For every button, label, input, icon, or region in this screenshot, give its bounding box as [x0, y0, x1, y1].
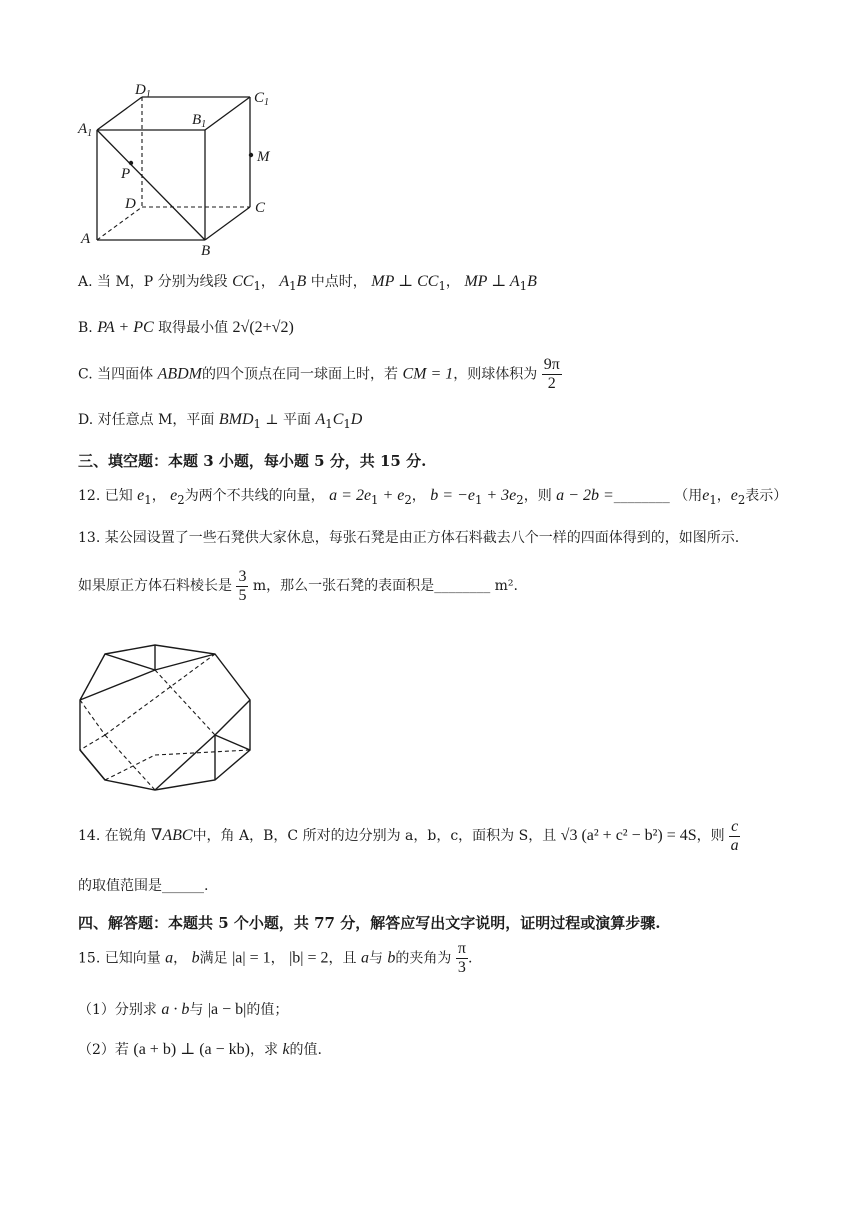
edge-bc	[205, 207, 250, 240]
point-p	[129, 161, 133, 165]
stone-stool-figure	[75, 640, 265, 800]
option-a: A. 当 M，P 分别为线段 $CC_1$， $A_1B$ 中点时， MP ⊥ $CC_1$， MP ⊥ $A_1B$	[78, 273, 537, 293]
section-4-heading: 四、解答题：本题共 5 个小题，共 77 分，解答应写出文字说明，证明过程或演算步骤.	[78, 914, 661, 932]
label-d: D	[125, 196, 136, 212]
label-p: P	[121, 166, 131, 182]
edge-b1c1	[205, 97, 250, 130]
question-15-part1: （1）分别求 a · b与 |a − b|的值；	[78, 1001, 289, 1018]
label-m: M	[257, 149, 270, 165]
question-13-line2: 如果原正方体石料棱长是 $\frac{3}{5}$ m，那么一张石凳的表面积是________ m².	[78, 567, 518, 604]
fraction-c-a: $\frac{c}{a}$	[730, 817, 739, 854]
section-3-heading: 三、填空题：本题 3 小题，每小题 5 分，共 15 分.	[78, 452, 427, 470]
option-d: D. 对任意点 M，平面 $BMD_1$ ⊥ 平面 $A_1C_1D$	[78, 411, 363, 431]
option-b: B. PA + PC 取得最小值 2√(2+√2)	[78, 319, 294, 336]
label-a: A	[81, 231, 91, 247]
fraction-9pi-2: $\frac{9\pi}{2}$	[543, 356, 560, 392]
question-14-line1: 14. 在锐角 ∇ABC中，角 A，B，C 所对的边分别为 a，b，c，面积为 S，且 √3 (a² + c² − b²) = 4S，则 $\frac{c}{a}$	[78, 817, 739, 854]
question-14-line2: 的取值范围是______.	[78, 878, 209, 894]
label-a1: $A_1$	[78, 121, 93, 139]
label-b1: $B_1$	[192, 112, 207, 130]
fraction-3-5: $\frac{3}{5}$	[238, 567, 247, 604]
diagonal-a1b	[97, 130, 205, 240]
question-12: 12. 已知 $e_1$， $e_2$为两个不共线的向量， $a = 2e_1 + e_2$， $b = -e_1 + 3e_2$，则 a − 2b =________ （用$e_1$，$e_2$表示）	[78, 487, 788, 507]
label-c1: $C_1$	[254, 90, 270, 108]
question-15-part2: （2）若 (a + b) ⊥ (a − kb)，求 k的值.	[78, 1041, 322, 1058]
question-15: 15. 已知向量 a， b满足 |a| = 1， |b| = 2，且 a与 b的夹角为 $\frac{\pi}{3}$ .	[78, 940, 473, 976]
label-c: C	[255, 200, 266, 216]
point-m	[249, 153, 253, 157]
fraction-pi-3: $\frac{\pi}{3}$	[457, 940, 466, 976]
label-b: B	[201, 243, 211, 259]
label-d1: $D_1$	[135, 82, 151, 100]
edge-a1d1	[97, 97, 142, 130]
cube-figure	[75, 80, 285, 260]
option-c: C. 当四面体 ABDM的四个顶点在同一球面上时，若 CM = 1，则球体积为 $\frac{9\pi}{2}$	[78, 356, 560, 392]
question-13-line1: 13. 某公园设置了一些石凳供大家休息，每张石凳是由正方体石料截去八个一样的四面体得到的，如图所示.	[78, 530, 740, 546]
